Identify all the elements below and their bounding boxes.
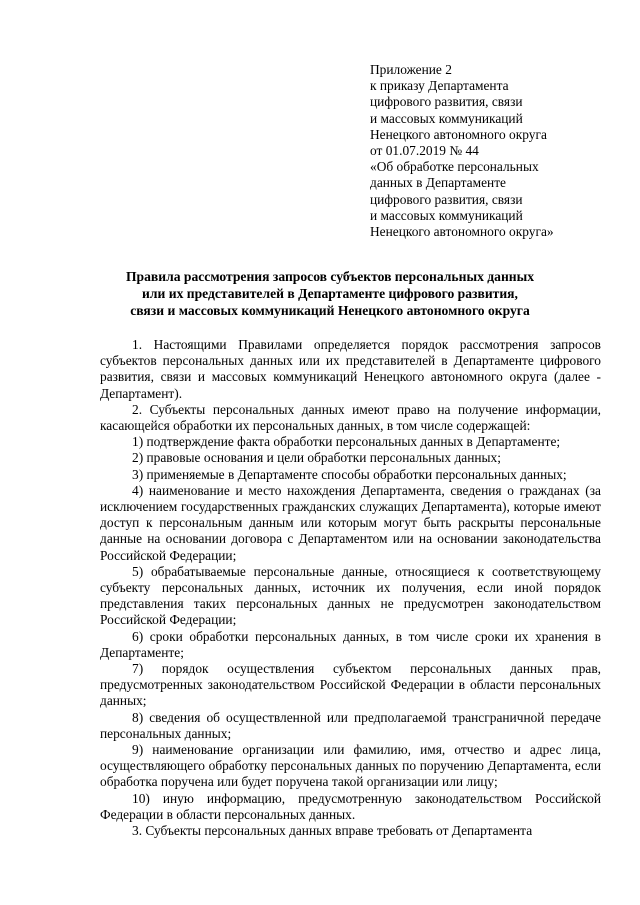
list-item: 10) иную информацию, предусмотренную законодательством Российской Федерации в области персональных данных. [100,790,601,822]
list-item: 3) применяемые в Департаменте способы обработки персональных данных; [132,466,567,482]
list-item: 7) порядок осуществления субъектом персональных данных прав, предусмотренных законодательством Российской Федерации в области персональных данных; [100,661,601,709]
list-item: 4) наименование и место нахождения Департамента, сведения о гражданах (за исключением государственных гражданских служащих Департамента), которые имеют доступ к персональным данным или которым могут быть раскрыты персональные данные на основании договора с Департаментом или на основании законодательства Российской Федерации; [100,482,601,563]
appendix-line: Приложение 2 [370,62,452,77]
list-item: 2) правовые основания и цели обработки персональных данных; [132,450,501,466]
appendix-line: данных в Департаменте [370,175,507,191]
list-item: 6) сроки обработки персональных данных, в том числе сроки их хранения в Департаменте; [100,628,601,660]
title-line: Правила рассмотрения запросов субъектов персональных данных [125,269,535,284]
list-item: 5) обрабатываемые персональные данные, относящиеся к соответствующему субъекту персональных данных, источник их получения, если иной порядок представления таких персональных данных не предусмотрен законодательством Российской Федерации; [100,563,601,628]
appendix-line: от 01.07.2019 № 44 [370,143,479,159]
title-line: или их представителей в Департаменте цифрового развития, [142,286,518,301]
appendix-line: Ненецкого автономного округа [370,126,547,142]
appendix-line: цифрового развития, связи [370,191,523,207]
list-item: 8) сведения об осуществленной или предполагаемой трансграничной передаче персональных данных; [100,709,601,741]
paragraph: 1. Настоящими Правилами определяется порядок рассмотрения запросов субъектов персональных данных или их представителей в Департаменте цифрового развития, связи и массовых коммуникаций Ненецкого автономного округа (далее - Департамент). [100,337,601,401]
appendix-header [370,62,620,240]
appendix-line: и массовых коммуникаций [370,110,523,126]
paragraph: 3. Субъекты персональных данных вправе требовать от Департамента [132,823,533,839]
list-item: 9) наименование организации или фамилию, имя, отчество и адрес лица, осуществляющего обработку персональных данных по поручению Департамента, если обработка поручена или будет поручена такой организации или лицу; [100,742,601,790]
document-body [100,337,601,839]
appendix-line: и массовых коммуникаций [370,207,523,223]
document-title [100,268,560,319]
appendix-line: Ненецкого автономного округа» [370,224,554,240]
appendix-line: «Об обработке персональных [370,159,539,175]
appendix-line: к приказу Департамента [370,78,509,94]
appendix-line: цифрового развития, связи [370,94,523,110]
list-item: 1) подтверждение факта обработки персональных данных в Департаменте; [132,434,561,450]
paragraph: 2. Субъекты персональных данных имеют право на получение информации, касающейся обработки их персональных данных, в том числе содержащей: [100,401,601,434]
title-line: связи и массовых коммуникаций Ненецкого автономного округа [130,303,530,318]
